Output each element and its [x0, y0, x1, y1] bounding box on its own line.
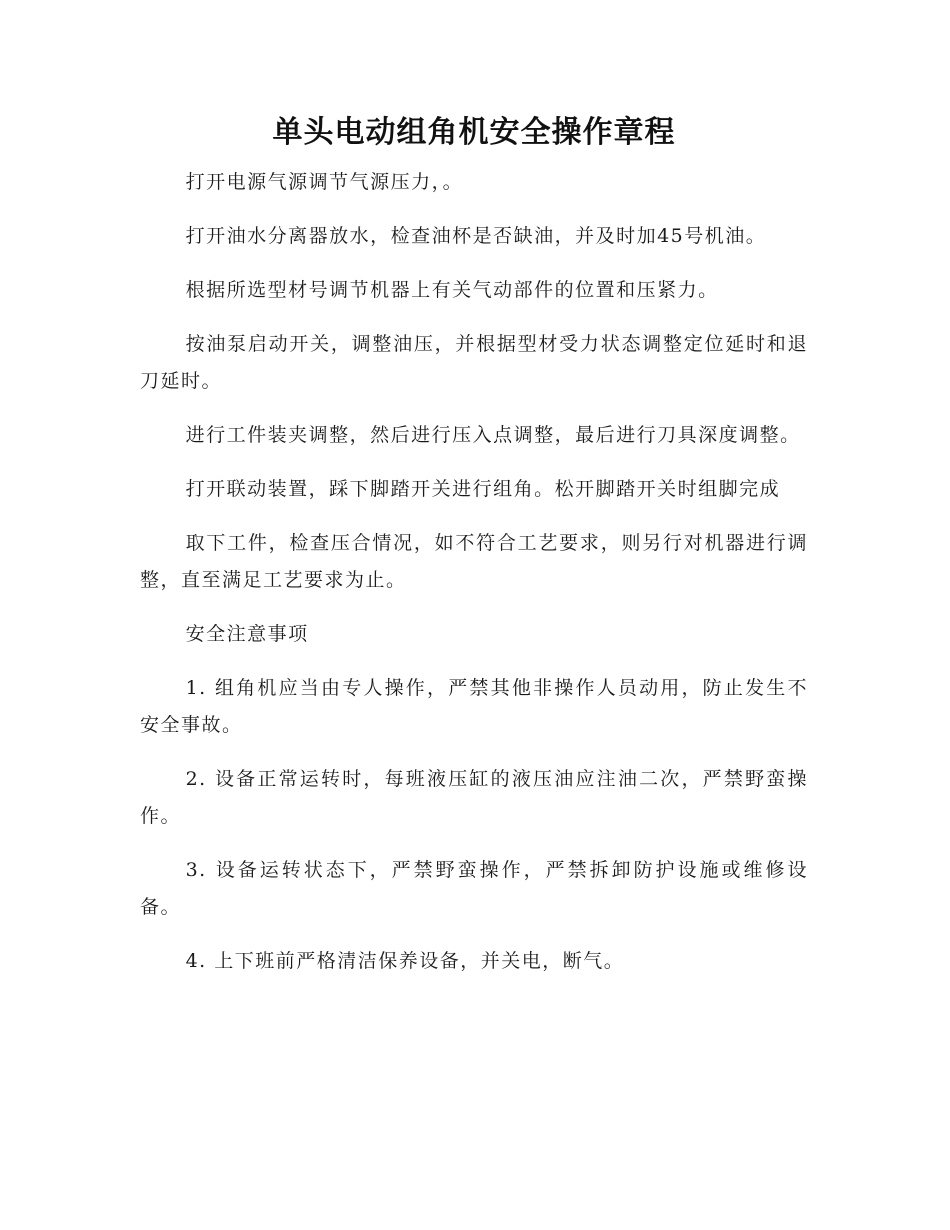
- paragraph-power-air: 打开电源气源调节气源压力，。: [185, 171, 464, 193]
- document-title: 单头电动组角机安全操作章程: [272, 115, 676, 150]
- paragraph-linkage-device: 打开联动装置，踩下脚踏开关进行组角。松开脚踏开关时组脚完成: [185, 478, 781, 500]
- safety-item-3: 3. 设备运转状态下，严禁野蛮操作，严禁拆卸防护设施或维修设备。: [140, 859, 808, 918]
- document-page: [140, 108, 808, 997]
- paragraph-oil-separator: 打开油水分离器放水，检查油杯是否缺油，并及时加45号机油。: [185, 225, 767, 247]
- safety-item-2: 2. 设备正常运转时，每班液压缸的液压油应注油二次，严禁野蛮操作。: [140, 768, 808, 827]
- paragraph-oil-pump: 按油泵启动开关，调整油压，并根据型材受力状态调整定位延时和退刀延时。: [140, 333, 808, 392]
- paragraph-remove-workpiece: 取下工件，检查压合情况，如不符合工艺要求，则另行对机器进行调整，直至满足工艺要求为止。: [140, 532, 808, 591]
- paragraph-workpiece-clamp: 进行工件装夹调整，然后进行压入点调整，最后进行刀具深度调整。: [185, 424, 801, 446]
- safety-item-1: 1. 组角机应当由专人操作，严禁其他非操作人员动用，防止发生不安全事故。: [140, 677, 808, 736]
- section-heading-safety: 安全注意事项: [185, 623, 309, 645]
- paragraph-pneumatic-adjust: 根据所选型材号调节机器上有关气动部件的位置和压紧力。: [185, 279, 719, 301]
- safety-item-4: 4. 上下班前严格清洁保养设备，并关电，断气。: [185, 950, 625, 972]
